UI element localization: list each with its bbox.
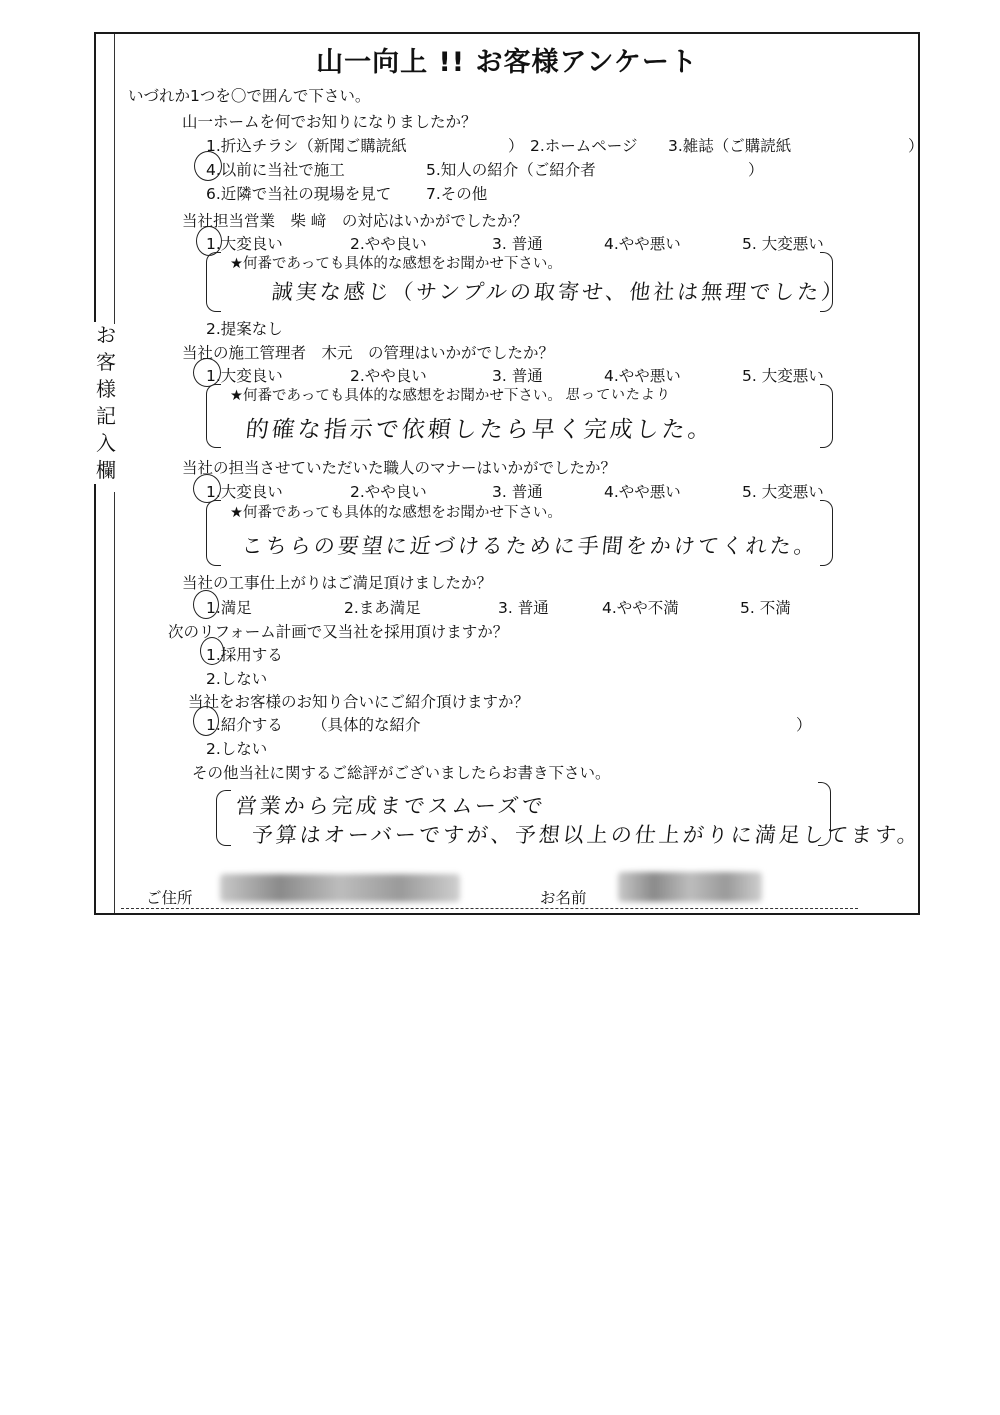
q4-option-3[interactable]: 3. 普通	[492, 483, 543, 501]
side-divider	[114, 492, 115, 913]
q4-option-2[interactable]: 2.やや良い	[350, 483, 427, 501]
q1-option-2[interactable]: 2.ホームページ	[530, 137, 638, 155]
q2-option-5[interactable]: 5. 大変悪い	[742, 235, 824, 253]
side-char: 欄	[96, 458, 116, 482]
q1-option-3-close: ）	[908, 137, 924, 155]
comment-bracket-right	[820, 252, 833, 312]
page-title: 山一向上 !! お客様アンケート	[316, 47, 698, 78]
q6-option-1[interactable]: 1.採用する	[206, 646, 283, 664]
q3-option-3[interactable]: 3. 普通	[492, 367, 543, 385]
q3-prompt: ★何番であっても具体的な感想をお聞かせ下さい。	[230, 388, 562, 404]
address-label: ご住所	[146, 889, 193, 907]
q3-option-4[interactable]: 4.やや悪い	[604, 367, 681, 385]
side-char: 客	[96, 350, 116, 374]
comment-bracket-left	[206, 252, 221, 312]
q2-handwritten-comment: 誠実な感じ（サンプルの取寄せ、他社は無理でした）	[270, 280, 847, 304]
comment-bracket-left	[206, 500, 221, 566]
selection-circle	[193, 358, 221, 387]
q2-extra-note: 2.提案なし	[206, 320, 283, 338]
q4-prompt: ★何番であっても具体的な感想をお聞かせ下さい。	[230, 505, 562, 521]
side-char: 入	[96, 431, 116, 455]
q7-option-1[interactable]: 1.紹介する	[206, 716, 283, 734]
q7-option-1-detail: （具体的な紹介	[312, 716, 421, 734]
q1-option-5-close: ）	[748, 161, 764, 179]
q5-question: 当社の工事仕上がりはご満足頂けましたか？	[182, 574, 493, 592]
q1-option-3[interactable]: 3.雑誌（ご購読紙	[668, 137, 792, 155]
q8-question: その他当社に関するご総評がございましたらお書き下さい。	[192, 764, 611, 782]
signature-line	[121, 908, 858, 909]
name-label: お名前	[540, 889, 587, 907]
q3-option-5[interactable]: 5. 大変悪い	[742, 367, 824, 385]
q7-question: 当社をお客様のお知り合いにご紹介頂けますか？	[188, 693, 530, 711]
selection-circle	[193, 706, 219, 736]
q2-question: 当社担当営業 柴 﨑 の対応はいかがでしたか？	[182, 212, 528, 230]
q7-option-1-close: ）	[796, 716, 812, 734]
side-label	[93, 322, 119, 484]
comment-bracket-left	[206, 384, 221, 448]
q6-question: 次のリフォーム計画で又当社を採用頂けますか？	[168, 623, 509, 641]
q8-handwritten-line-2: 予算はオーバーですが、予想以上の仕上がりに満足してます。	[250, 823, 923, 847]
q6-option-2[interactable]: 2.しない	[206, 670, 268, 688]
q1-option-5[interactable]: 5.知人の紹介（ご紹介者	[426, 161, 596, 179]
q5-option-2[interactable]: 2.まあ満足	[344, 599, 421, 617]
q4-question: 当社の担当させていただいた職人のマナーはいかがでしたか？	[182, 459, 617, 477]
comment-bracket-right	[820, 384, 833, 448]
q3-question: 当社の施工管理者 木元 の管理はいかがでしたか？	[182, 344, 555, 362]
side-char: 記	[96, 404, 116, 428]
instruction: いづれか1つを〇で囲んで下さい。	[128, 87, 371, 105]
q1-option-1[interactable]: 1.折込チラシ（新聞ご購読紙	[206, 137, 407, 155]
q1-question: 山一ホームを何でお知りになりましたか？	[182, 113, 477, 131]
q4-option-1[interactable]: 1.大変良い	[206, 483, 283, 501]
q1-option-6[interactable]: 6.近隣で当社の現場を見て	[206, 185, 392, 203]
selection-circle	[193, 474, 221, 503]
comment-bracket-left	[216, 790, 231, 846]
q5-option-3[interactable]: 3. 普通	[498, 599, 549, 617]
q4-option-4[interactable]: 4.やや悪い	[604, 483, 681, 501]
q5-option-1[interactable]: 1.満足	[206, 599, 252, 617]
q3-option-1[interactable]: 1.大変良い	[206, 367, 283, 385]
comment-bracket-right	[818, 782, 831, 846]
q2-option-4[interactable]: 4.やや悪い	[604, 235, 681, 253]
q2-option-1[interactable]: 1.大変良い	[206, 235, 283, 253]
q5-option-5[interactable]: 5. 不満	[740, 599, 791, 617]
survey-sheet	[94, 32, 924, 915]
side-char: 様	[96, 377, 116, 401]
selection-circle	[194, 151, 222, 181]
redacted-address	[220, 874, 460, 902]
selection-circle	[193, 590, 219, 619]
selection-circle	[200, 637, 224, 665]
q3-handwritten-comment: 的確な指示で依頼したら早く完成した。	[244, 417, 716, 443]
comment-bracket-right	[820, 500, 833, 566]
q1-option-7[interactable]: 7.その他	[426, 185, 488, 203]
q8-handwritten-line-1: 営業から完成までスムーズで	[234, 794, 548, 818]
q2-prompt: ★何番であっても具体的な感想をお聞かせ下さい。	[230, 256, 562, 272]
q4-option-5[interactable]: 5. 大変悪い	[742, 483, 824, 501]
q2-option-3[interactable]: 3. 普通	[492, 235, 543, 253]
side-char: お	[96, 323, 116, 347]
q3-option-2[interactable]: 2.やや良い	[350, 367, 427, 385]
q7-option-2[interactable]: 2.しない	[206, 740, 268, 758]
q5-option-4[interactable]: 4.やや不満	[602, 599, 679, 617]
q4-handwritten-comment: こちらの要望に近づけるために手間をかけてくれた。	[240, 534, 820, 558]
q2-option-2[interactable]: 2.やや良い	[350, 235, 427, 253]
redacted-name	[618, 872, 762, 902]
q1-option-1-close: ）	[508, 137, 524, 155]
q1-option-4[interactable]: 4.以前に当社で施工	[206, 161, 345, 179]
q3-handwritten-note: 思っていたより	[565, 387, 672, 403]
